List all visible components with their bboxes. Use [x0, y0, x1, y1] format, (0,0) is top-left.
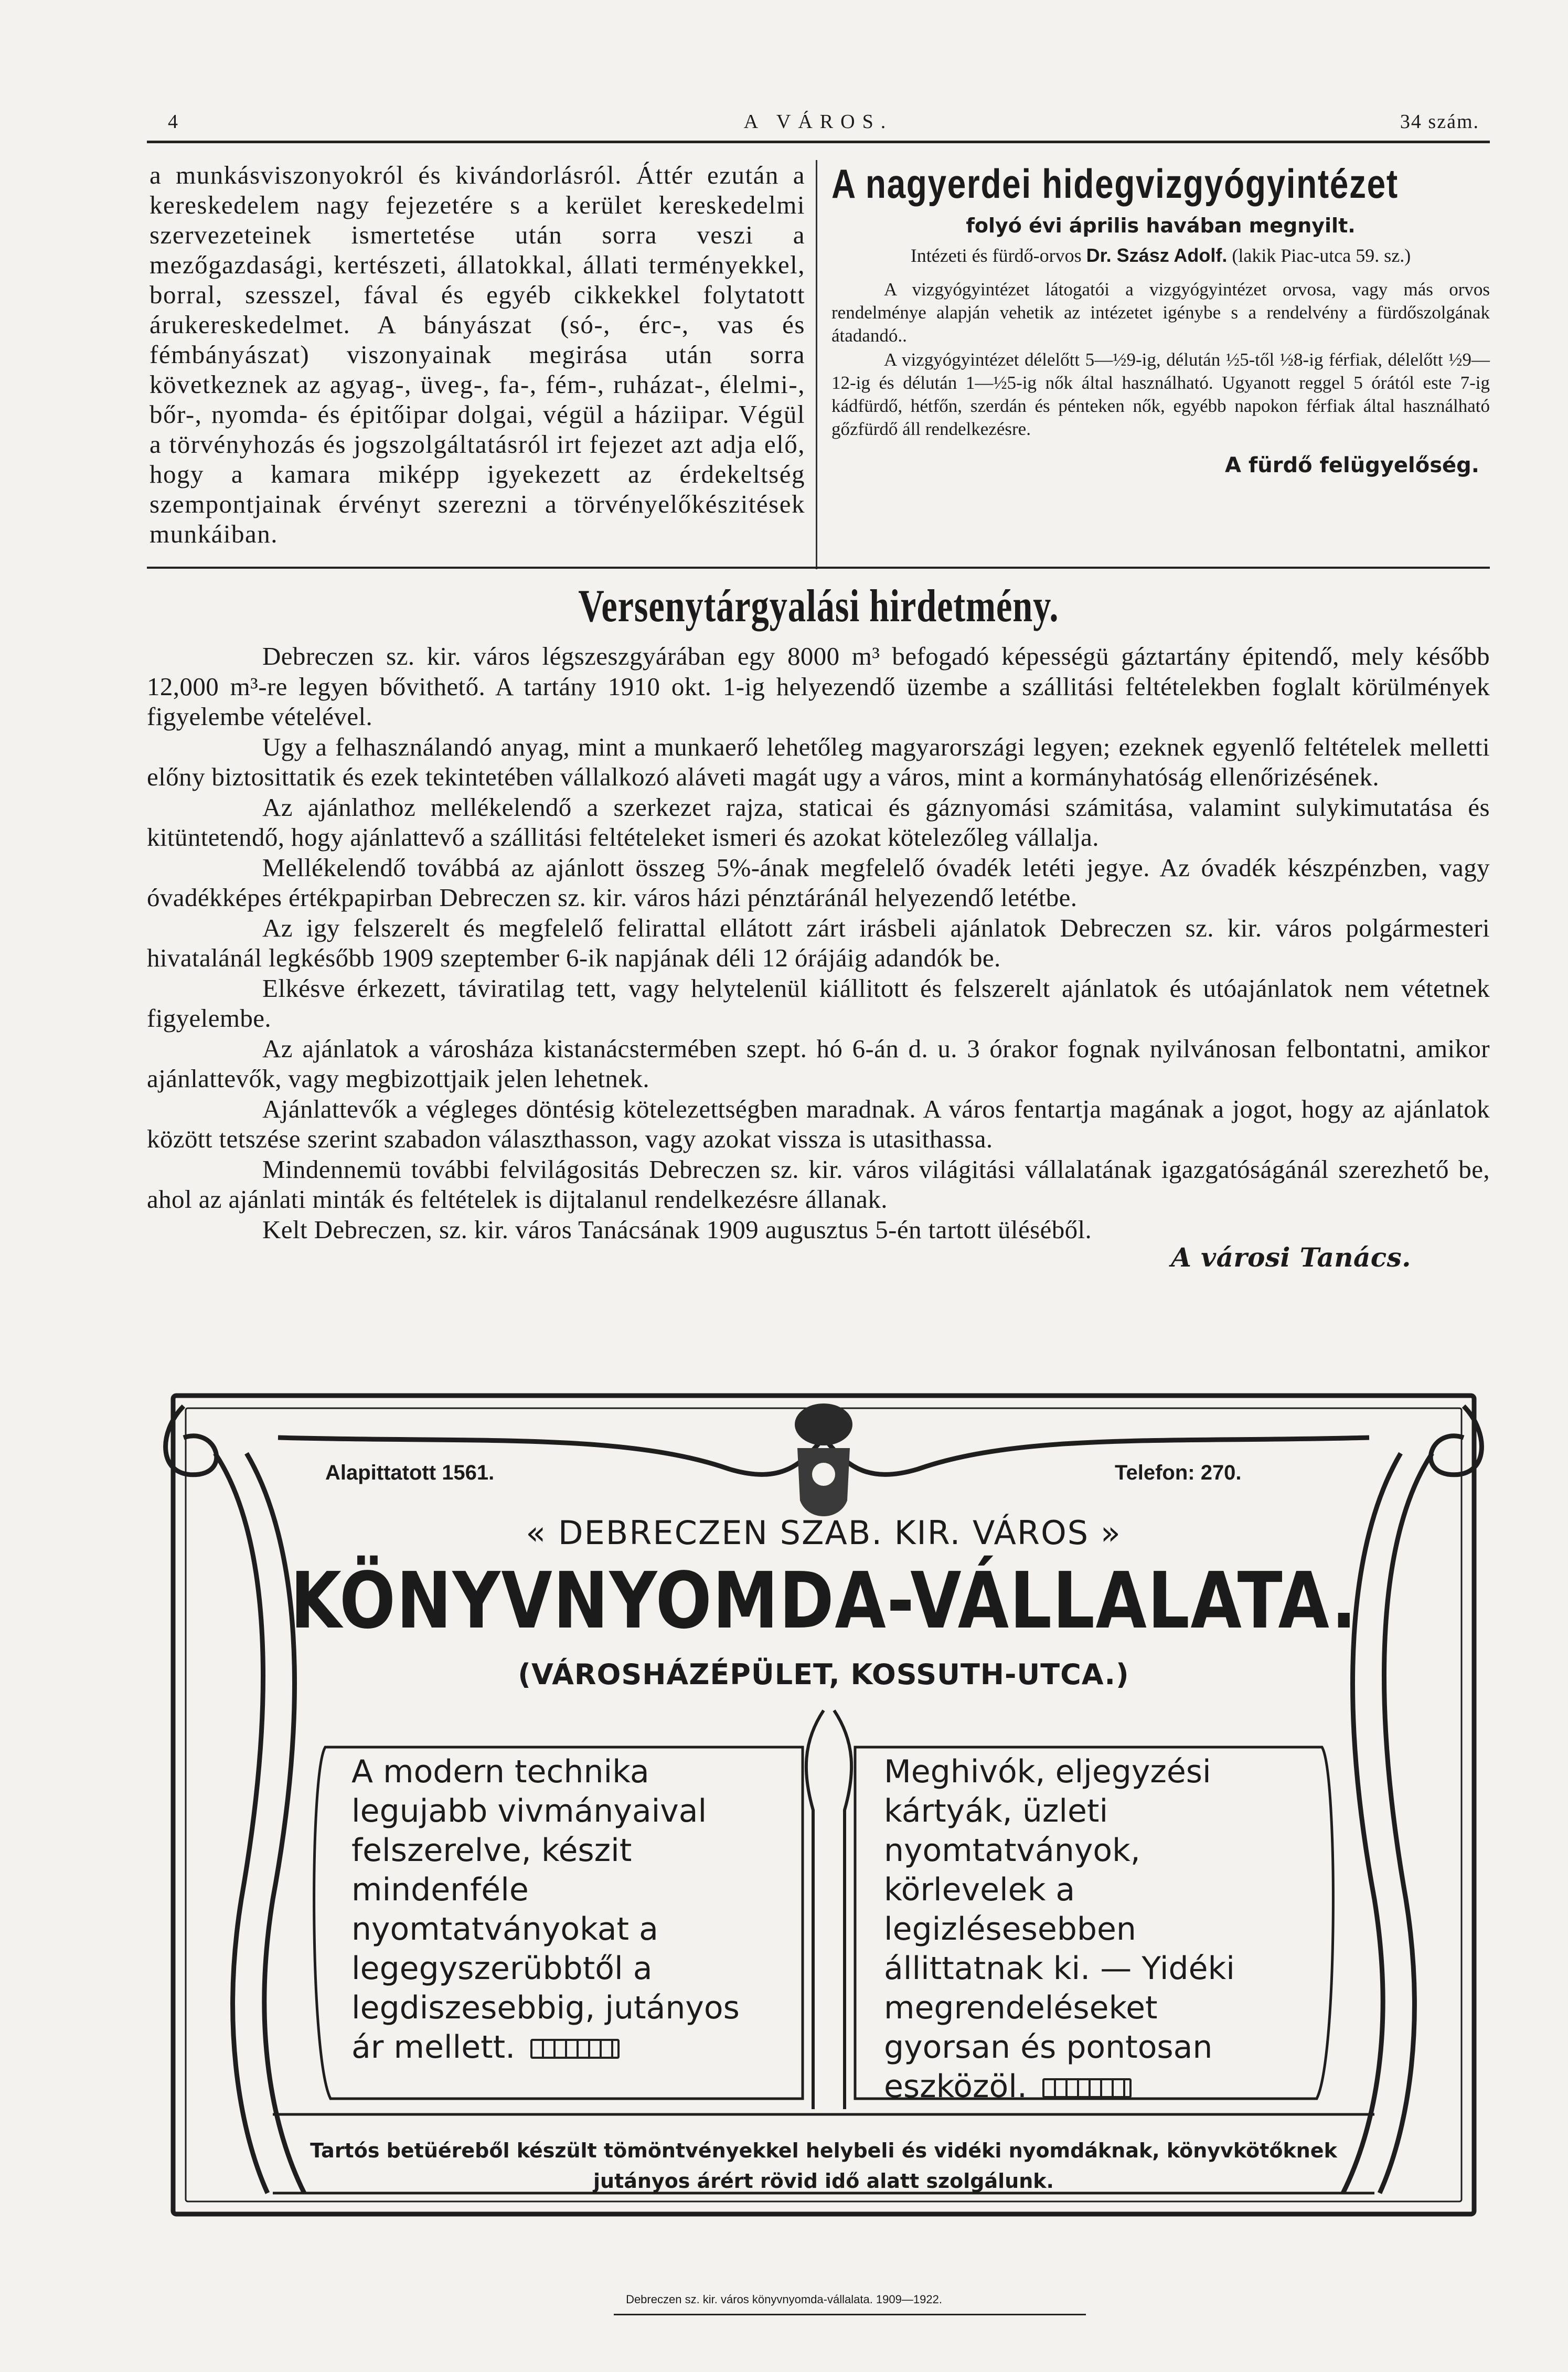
bath-advertisement [831, 157, 1490, 477]
tender-paragraph: Az ajánlathoz mellékelendő a szerkezet rajza, staticai és gáznyomási számitása, valamint sulykimutatása és kitüntetendő, hogy ajánlattevő a szállitási feltételeket ismeri és azokat kötelezőleg vállalja. [147, 792, 1490, 852]
ornament-icon [1042, 2078, 1132, 2098]
tender-paragraph: Elkésve érkezett, táviratilag tett, vagy helytelenül kiállitott és felszerelt ajánlatok és utóajánlatok nem vétetnek figyelembe. [147, 973, 1490, 1033]
left-column-article [150, 160, 805, 549]
issue-number: 34 szám. [1400, 111, 1479, 133]
section-rule [147, 567, 1490, 569]
tender-paragraph: Mindennemü további felvilágositás Debreczen sz. kir. város világitási vállalatának igazgatóságánál szerezhető be, ahol az ajánlati minták és feltételek is dijtalanul rendelkezésre állanak. [147, 1154, 1490, 1214]
ad-bottom-band [152, 2135, 1495, 2196]
column-divider [816, 160, 817, 569]
founded-year: Alapittatott 1561. [325, 1461, 495, 1484]
bath-paragraph: A vizgyógyintézet látogatói a vizgyógyintézet orvosa, vagy más orvos rendelménye alapján vehetik az intézetet igénybe s a rendelvény a fürdőszolgának átadandó.. [831, 279, 1490, 346]
tender-title [147, 580, 1490, 633]
ad-bottom-text: Tartós betüéreből készült tömöntvényekkel helybeli és vidéki nyomdáknak, könyvkötőknek jutányos árért rövid idő alatt szolgálunk. [310, 2139, 1337, 2193]
ad-panel-left [351, 1752, 761, 2067]
company-name-text: KÖNYVNYOMDA-VÁLLALATA. [290, 1556, 1357, 1646]
doctor-prefix: Intézeti és fürdő-orvos [910, 245, 1082, 266]
coat-of-arms-emblem [795, 1403, 852, 1516]
tender-title-text: Versenytárgyalási hirdetmény. [578, 581, 1059, 632]
tender-notice [147, 641, 1490, 1273]
bath-doctor [831, 244, 1490, 267]
phone-number: Telefon: 270. [1115, 1461, 1242, 1484]
bath-title: A nagyerdei hidegvizgyógyintézet [831, 161, 1399, 207]
ad-city-line: « DEBRECZEN SZAB. KIR. VÁROS » [526, 1514, 1122, 1552]
bath-subtitle: folyó évi április havában megnyilt. [966, 214, 1356, 237]
tender-paragraph: Ajánlattevők a végleges döntésig kötelezettségben maradnak. A város fentartja magának a jogot, hogy az ajánlatok között tetszése szerint szabadon választhasson, vagy azokat vissza is utasithassa. [147, 1094, 1490, 1153]
tender-paragraph: Debreczen sz. kir. város légszeszgyárában egy 8000 m³ befogadó képességü gáztartány épitendő, mely később 12,000 m³-re legyen bővithető. A tartány 1910 okt. 1-ig helyezendő üzembe a szállitási feltételekben foglalt körülmények figyelembe vételével. [147, 642, 1490, 731]
publication-title: A VÁROS. [743, 111, 893, 133]
doctor-name: Dr. Szász Adolf. [1086, 244, 1228, 266]
ad-address: (VÁROSHÁZÉPÜLET, KOSSUTH-UTCA.) [518, 1658, 1129, 1691]
bath-paragraph: A vizgyógyintézet délelőtt 5—½9-ig, délután ½5-től ½8-ig férfiak, délelőtt ½9—12-ig és délután 1—½5-ig nők által használható. Ugyanott reggel 5 órától este 7-ig kádfürdő, hétfőn, szerdán és pénteken nők, egyébb napokon férfiak által használható gőzfürdő áll rendelkezésre. [831, 349, 1490, 439]
ad-company-name [152, 1556, 1495, 1646]
tender-paragraph: Az ajánlatok a városháza kistanácstermében szept. hó 6-án d. u. 3 órakor fognak nyilvánosan felbontatni, amikor ajánlattevők, vagy megbizottjaik jelen lehetnek. [147, 1034, 1490, 1093]
bath-signature: A fürdő felügyelőség. [1224, 453, 1479, 477]
tender-paragraph: Mellékelendő továbbá az ajánlott összeg 5%-ának megfelelő óvadék letéti jegye. Az óvadék készpénzben, vagy óvadékképes értékpapirban Debreczen sz. kir. város házi pénztáránál helyezendő letétbe. [147, 853, 1490, 912]
imprint-rule [614, 2314, 1086, 2315]
panel-left-text: A modern technika legujabb vivmányaival felszerelve, készit mindenféle nyomtatványokat a legegyszerübbtől a legdiszesebbig, jutányos ár mellett. [351, 1753, 740, 2066]
panel-right-text: Meghivók, eljegyzési kártyák, üzleti nyomtatványok, körlevelek a legizlésesebben állittatnak ki. — Yidéki megrendeléseket gyorsan és pontosan eszközöl. [884, 1753, 1235, 2105]
tender-paragraph: Ugy a felhasználandó anyag, mint a munkaerő lehetőleg magyarországi legyen; ezeknek egyenlő feltételek melletti előny biztosittatik és ezek tekintetében vállalkozó aláveti magát ugy a város, mint a kormányhatóság ellenőrizésének. [147, 732, 1490, 791]
printer-imprint: Debreczen sz. kir. város könyvnyomda-vállalata. 1909—1922. [626, 2293, 942, 2306]
ornament-icon [530, 2039, 620, 2059]
bath-text [831, 278, 1490, 441]
printing-house-advertisement [152, 1375, 1495, 2246]
header-rule [147, 141, 1490, 143]
article-text: a munkásviszonyokról és kivándorlásról. Áttér ezután a kereskedelem nagy fejezetére s a kerület kereskedelmi szervezeteinek ismertetése után sorra veszi a mezőgazdasági, kertészeti, állatokkal, állati terményekkel, borral, szesszel, fával és egyéb cikkekkel folytatott árukereskedelmet. A bányászat (só-, érc-, vas és fémbányászat) viszonyainak megirása után sorra következnek az agyag-, üveg-, fa-, fém-, ruházat-, élelmi-, bőr-, nyomda- és épitőipar dolgai, végül a háziipar. Végül a törvényhozás és jogszolgáltatásról irt fejezet azt adja elő, hogy a kamara miképp igyekezett az érdekeltség szempontjainak érvényt szerezni a törvényelőkészitések munkáiban. [150, 161, 805, 548]
ad-panel-right [884, 1752, 1293, 2107]
tender-paragraph: Kelt Debreczen, sz. kir. város Tanácsának 1909 augusztus 5-én tartott üléséből. [262, 1215, 1092, 1244]
running-head [147, 105, 1490, 136]
doctor-address: (lakik Piac-utca 59. sz.) [1232, 245, 1411, 266]
tender-signoff: A városi Tanács. [1171, 1242, 1411, 1273]
tender-paragraph: Az igy felszerelt és megfelelő felirattal ellátott zárt irásbeli ajánlatok Debreczen sz. kir. város polgármesteri hivatalánál legkésőbb 1909 szeptember 6-ik napjának déli 12 órájáig adandók be. [147, 913, 1490, 972]
page-number: 4 [168, 111, 179, 133]
